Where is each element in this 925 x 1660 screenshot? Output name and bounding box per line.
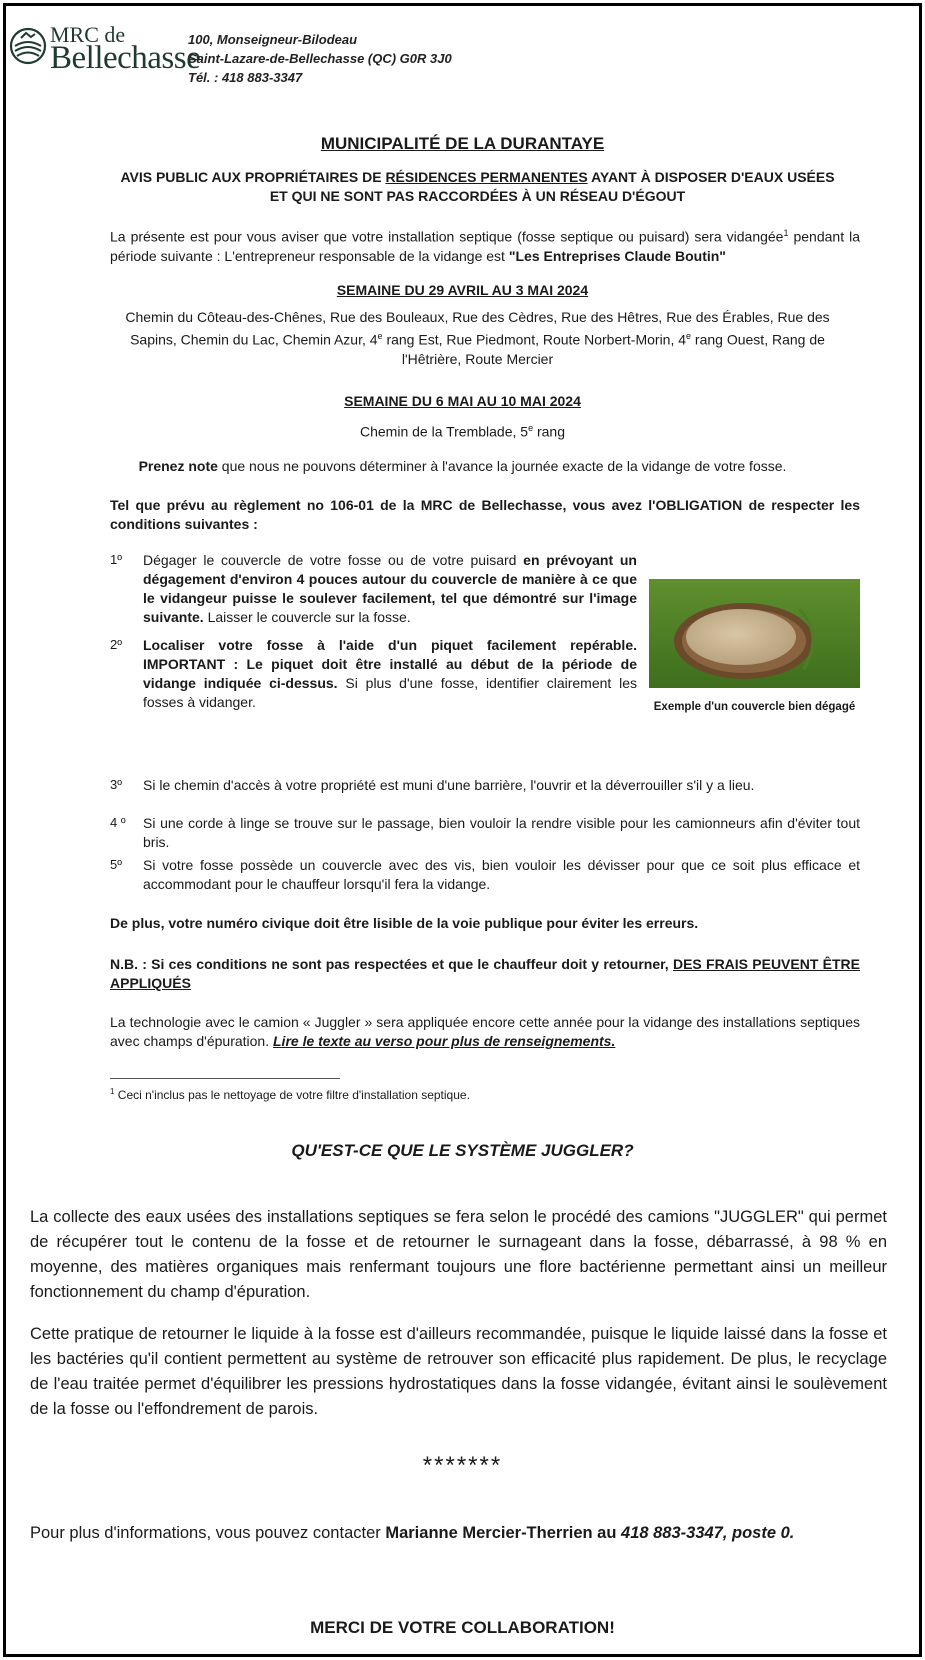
- note-paragraph: Prenez note que nous ne pouvons déterminer à l'avance la journée exacte de la vidange de votre fosse.: [138, 458, 787, 474]
- item-1-number: 1º: [110, 552, 122, 567]
- item-3-text: Si le chemin d'accès à votre propriété est muni d'une barrière, l'ouvrir et la déverrouiller s'il y a lieu.: [143, 777, 755, 793]
- photo-caption: Exemple d'un couvercle bien dégagé: [653, 701, 856, 713]
- item-4-number: 4 º: [110, 815, 126, 830]
- item-2-number: 2º: [110, 637, 122, 652]
- civic-number-notice: De plus, votre numéro civique doit être lisible de la voie publique pour éviter les erreurs.: [110, 915, 699, 931]
- footnote-separator: [110, 1078, 340, 1079]
- juggler-paragraph-1: La collecte des eaux usées des installations septiques se fera selon le procédé des camions "JUGGLER" qui permet de récupérer tout le contenu de la fosse et de retourner le surnageant dans la fosse, débarrassé, à 98 % en moyenne, des matières organiques mais renfermant toujours une flore bactérienne permettant ainsi un meilleur fonctionnement du champ d'épuration.: [30, 1208, 887, 1301]
- week2-streets: Chemin de la Tremblade, 5e rang: [359, 423, 566, 440]
- week1-heading: SEMAINE DU 29 AVRIL AU 3 MAI 2024: [336, 282, 589, 298]
- item-1-text: Dégager le couvercle de votre fosse ou de votre puisard en prévoyant un dégagement d'environ 4 pouces autour du couvercle de manière à ce que le vidangeur puisse le soulever facilement, tel que démontré sur l'image suivante. Laisser le couvercle sur la fosse.: [143, 552, 637, 625]
- intro-paragraph: La présente est pour vous aviser que votre installation septique (fosse septique ou puisard) sera vidangée$^1$ pendant la période suivante : L'entrepreneur responsable de la vidange est "Les Entreprises Claude Boutin": [110, 228, 860, 264]
- item-5-text: Si votre fosse possède un couvercle avec des vis, bien vouloir les dévisser pour que ce soit plus efficace et accommodant pour le chauffeur lorsqu'il fera la vidange.: [143, 857, 860, 892]
- address-line-1: 100, Monseigneur-Bilodeau: [188, 32, 358, 47]
- juggler-title: QU'EST-CE QUE LE SYSTÈME JUGGLER?: [291, 1141, 634, 1160]
- mrc-logo-icon: [9, 24, 47, 68]
- item-2-text: Localiser votre fosse à l'aide d'un piquet facilement repérable. IMPORTANT : Le piquet doit être installé au début de la période de vidange indiquée ci-dessus. Si plus d'une fosse, identifier clairement les fosses à vidanger.: [143, 637, 637, 710]
- item-5-number: 5º: [110, 857, 122, 872]
- address-line-2: Saint-Lazare-de-Bellechasse (QC) G0R 3J0: [188, 51, 452, 66]
- week2-heading: SEMAINE DU 6 MAI AU 10 MAI 2024: [344, 393, 581, 409]
- septic-cover-photo: [649, 579, 860, 688]
- item-3-number: 3º: [110, 777, 122, 792]
- footnote: $^1$ Ceci n'inclus pas le nettoyage de votre filtre d'installation septique.: [110, 1087, 470, 1102]
- separator-stars: *******: [422, 1452, 503, 1479]
- thanks-line: MERCI DE VOTRE COLLABORATION!: [310, 1618, 615, 1637]
- logo-name-text: Bellechasse: [50, 40, 201, 76]
- item-4-text: Si une corde à linge se trouve sur le passage, bien vouloir la rendre visible pour les camionneurs afin d'éviter tout bris.: [143, 815, 860, 850]
- juggler-paragraph-2: Cette pratique de retourner le liquide à la fosse est d'ailleurs recommandée, puisque le liquide laissé dans la fosse et les bactéries qu'il contient permettent au système de retrouver son efficacité plus rapidement. De plus, le recyclage de l'eau traitée permet d'équilibrer les pressions hydrostatiques dans la fosse vidangée, évitant ainsi le soulèvement de la fosse ou l'effondrement de parois.: [30, 1325, 887, 1418]
- address-line-3: Tél. : 418 883-3347: [188, 70, 303, 85]
- juggler-intro: La technologie avec le camion « Juggler » sera appliquée encore cette année pour la vidange des installations septiques avec champs d'épuration. Lire le texte au verso pour plus de renseignements.: [110, 1014, 860, 1049]
- page-title: MUNICIPALITÉ DE LA DURANTAYE: [320, 134, 605, 153]
- logo-mrc-text: MRC de: [50, 22, 126, 47]
- subtitle: AVIS PUBLIC AUX PROPRIÉTAIRES DE RÉSIDENCES PERMANENTES AYANT À DISPOSER D'EAUX USÉES ET QUI NE SONT PAS RACCORDÉES À UN RÉSEAU D'ÉGOUT: [120, 169, 835, 204]
- nb-notice: N.B. : Si ces conditions ne sont pas respectées et que le chauffeur doit y retourner, DES FRAIS PEUVENT ÊTRE APPLIQUÉS: [110, 956, 860, 991]
- week1-streets: Chemin du Côteau-des-Chênes, Rue des Bouleaux, Rue des Cèdres, Rue des Hêtres, Rue des Érables, Rue des Sapins, Chemin du Lac, Chemin Azur, 4e rang Est, Rue Piedmont, Route Norbert-Morin, 4e rang Ouest, Rang de l'Hêtrière, Route Mercier: [125, 309, 830, 367]
- contact-line: Pour plus d'informations, vous pouvez contacter Marianne Mercier-Therrien au 418 883-3347, poste 0.: [30, 1524, 795, 1542]
- obligation-paragraph: Tel que prévu au règlement no 106-01 de la MRC de Bellechasse, vous avez l'OBLIGATION de respecter les conditions suivantes :: [110, 497, 860, 532]
